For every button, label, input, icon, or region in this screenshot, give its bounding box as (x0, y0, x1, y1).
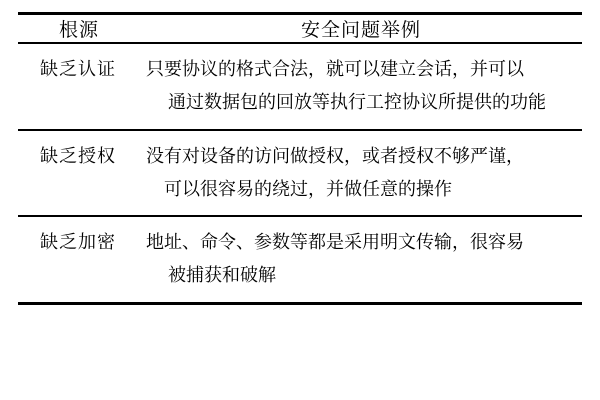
row-key-lack-of-encryption: 缺乏加密 (40, 232, 116, 254)
table-row (18, 216, 582, 303)
table-row (18, 43, 582, 130)
row-value-line: 没有对设备的访问做授权，或者授权不够严谨， (146, 145, 524, 167)
bottom-spacer (18, 305, 582, 390)
row-value-line: 地址、命令、参数等都是采用明文传输，很容易 (146, 232, 524, 254)
row-value-line: 可以很容易的绕过，并做任意的操作 (164, 178, 452, 200)
row-value-lack-of-encryption (140, 216, 582, 303)
security-issues-table (18, 12, 582, 305)
row-key-lack-of-authentication: 缺乏认证 (40, 59, 116, 80)
row-value-line: 被捕获和破解 (168, 265, 276, 287)
row-value-line: 只要协议的格式合法，就可以建立会话，并可以 (146, 59, 524, 80)
row-value-line: 通过数据包的回放等执行工控协议所提供的功能 (168, 92, 546, 114)
table-row (18, 130, 582, 217)
table-header-row (18, 14, 582, 44)
row-key-lack-of-authorization: 缺乏授权 (40, 145, 116, 167)
row-value-lack-of-authentication (140, 43, 582, 130)
column-header-examples: 安全问题举例 (300, 19, 421, 41)
column-header-root-cause: 根源 (58, 19, 99, 41)
row-value-lack-of-authorization (140, 130, 582, 217)
